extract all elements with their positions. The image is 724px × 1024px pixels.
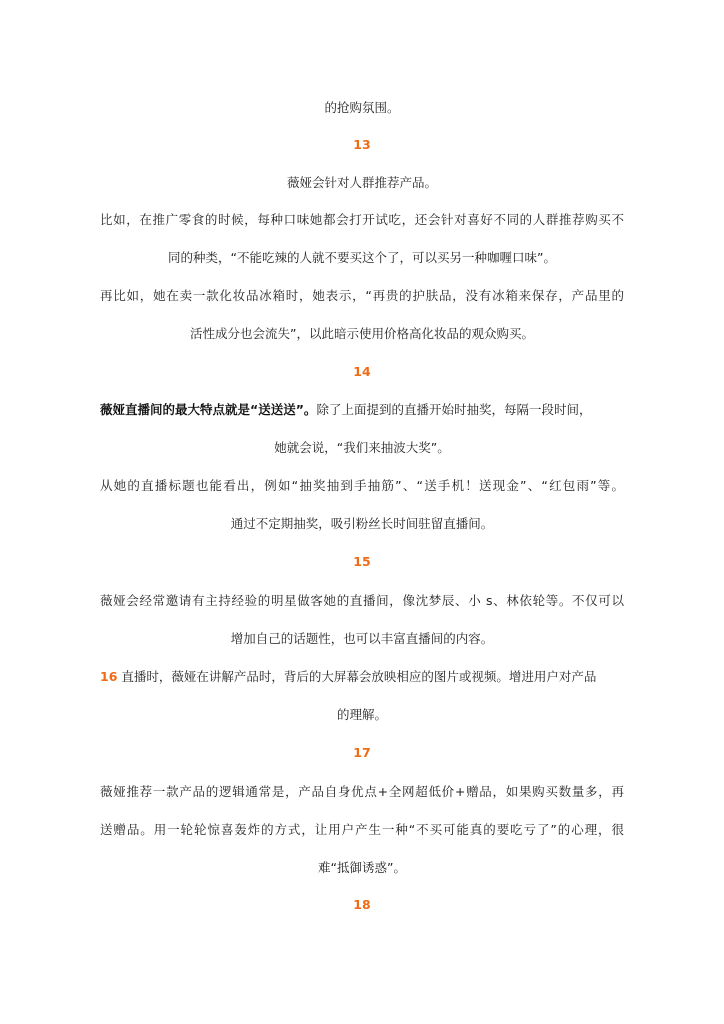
paragraph-line: 薇娅推荐一款产品的逻辑通常是，产品自身优点+全网超低价+赠品，如果购买数量多，再: [100, 784, 624, 799]
section-number-17: 17: [353, 745, 371, 760]
paragraph-line: 再比如，她在卖一款化妆品冰箱时，她表示，“再贵的护肤品，没有冰箱来保存，产品里的: [100, 288, 624, 303]
section-number-15: 15: [353, 554, 371, 569]
paragraph-line: 送赠品。用一轮轮惊喜轰炸的方式，让用户产生一种“不买可能真的要吃亏了”的心理，很: [100, 822, 624, 837]
section-number-18: 18: [353, 897, 371, 912]
paragraph-text: 除了上面提到的直播开始时抽奖，每隔一段时间，: [316, 402, 592, 417]
paragraph-line: 通过不定期抽奖，吸引粉丝长时间驻留直播间。: [230, 516, 494, 531]
section-number-13: 13: [353, 137, 371, 152]
paragraph-line: 难“抵御诱惑”。: [318, 860, 406, 875]
paragraph-text: 直播时，薇娅在讲解产品时，背后的大屏幕会放映相应的图片或视频。增进用户对产品: [121, 669, 597, 684]
paragraph-line: 同的种类，“不能吃辣的人就不要买这个了，可以买另一种咖喱口味”。: [168, 250, 556, 265]
paragraph-line: 的抢购氛围。: [324, 100, 400, 115]
paragraph-line: [100, 668, 624, 686]
paragraph-line: 从她的直播标题也能看出，例如“抽奖抽到手抽筋”、“送手机！送现金”、“红包雨”等。: [100, 478, 624, 493]
paragraph-line: 薇娅会针对人群推荐产品。: [286, 175, 437, 190]
paragraph-line: 她就会说，“我们来抽波大奖”。: [274, 440, 450, 455]
paragraph-line: [100, 401, 624, 419]
paragraph-line: 的理解。: [336, 707, 387, 722]
section-number-14: 14: [353, 364, 371, 379]
paragraph-line: 增加自己的话题性，也可以丰富直播间的内容。: [230, 631, 494, 646]
paragraph-line: 薇娅会经常邀请有主持经验的明星做客她的直播间，像沈梦辰、小 s、林依轮等。不仅可以: [100, 593, 624, 608]
section-number-16: 16: [100, 669, 118, 684]
paragraph-line: 活性成分也会流失”，以此暗示使用价格高化妆品的观众购买。: [190, 326, 534, 341]
paragraph-line: 比如，在推广零食的时候，每种口味她都会打开试吃，还会针对喜好不同的人群推荐购买不: [100, 212, 624, 227]
highlight-text: 薇娅直播间的最大特点就是“送送送”。: [100, 402, 317, 417]
